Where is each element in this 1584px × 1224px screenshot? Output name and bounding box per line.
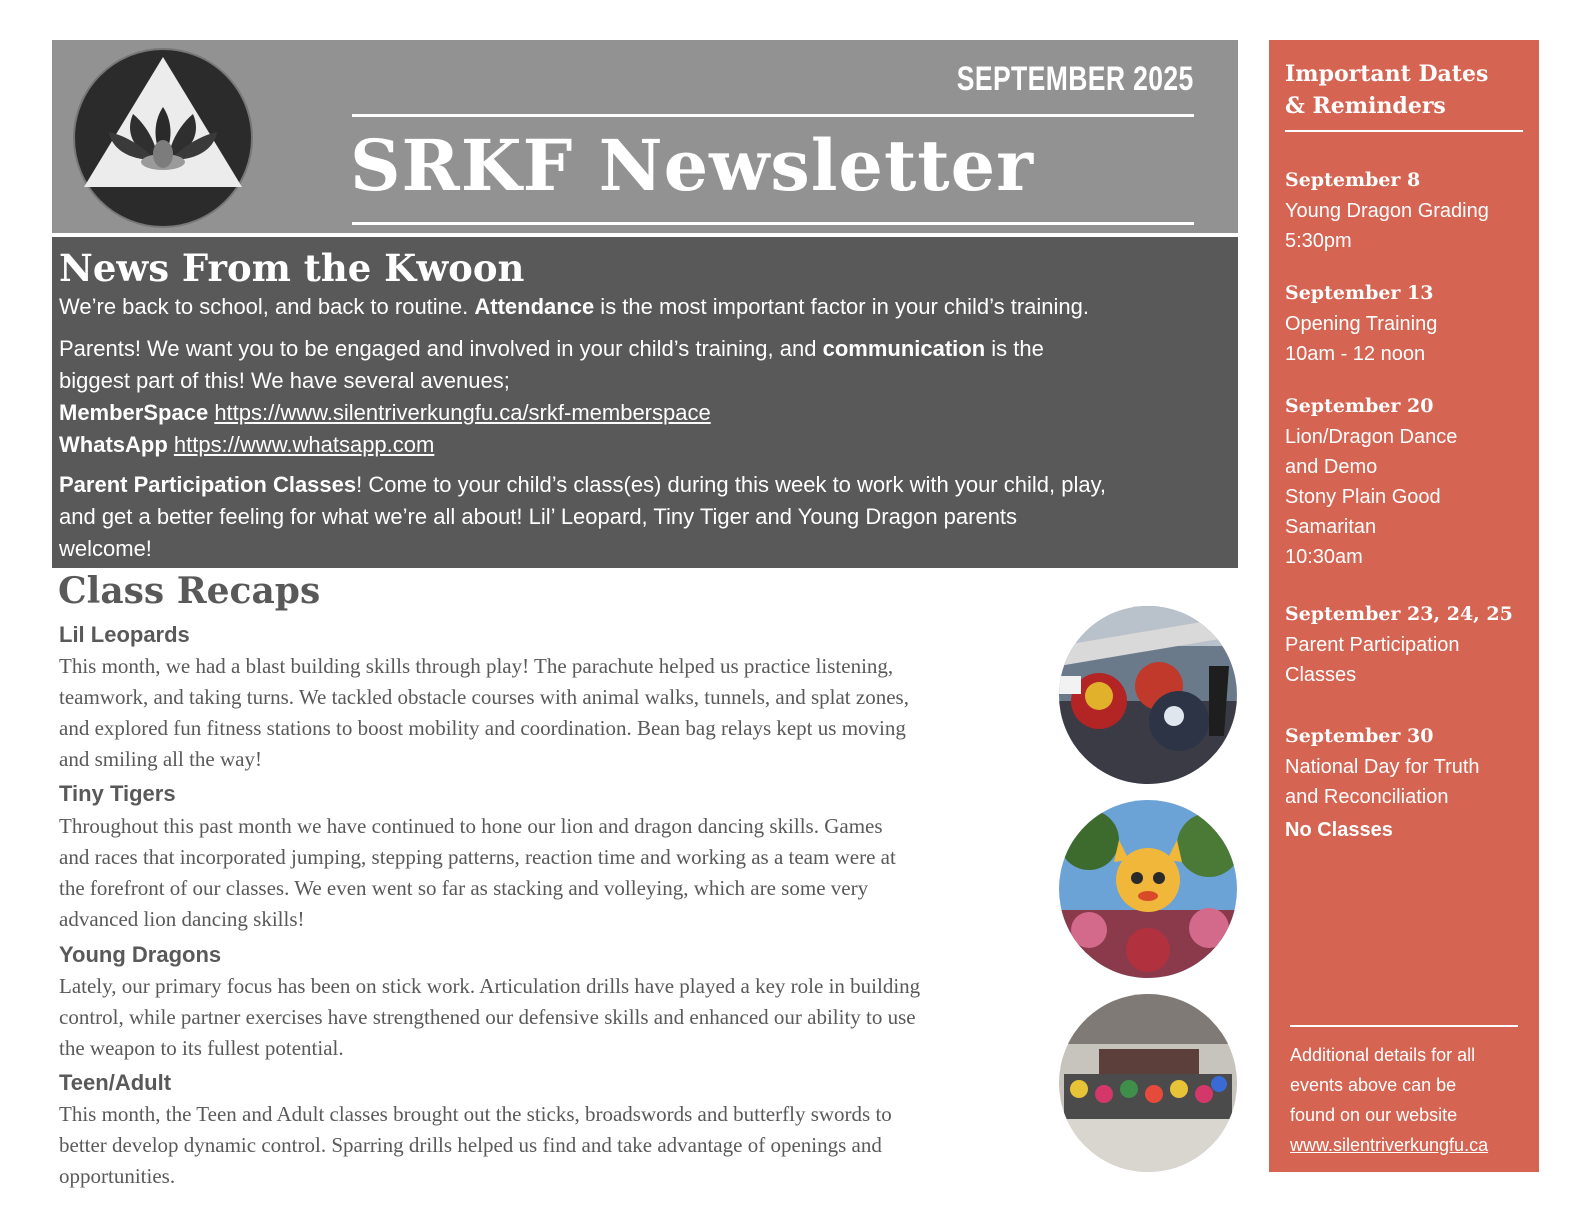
event-detail: 10am - 12 noon bbox=[1285, 343, 1426, 365]
website-link[interactable]: www.silentriverkungfu.ca bbox=[1290, 1135, 1489, 1155]
header-rule-top bbox=[352, 114, 1194, 117]
class-title-teen-adult: Teen/Adult bbox=[59, 1070, 172, 1095]
memberspace-link[interactable]: https://www.silentriverkungfu.ca/srkf-memberspace bbox=[214, 400, 711, 425]
whatsapp-link[interactable]: https://www.whatsapp.com bbox=[173, 432, 435, 457]
body-line: This month, we had a blast building skills through play! The parachute helped us practice listening, bbox=[59, 654, 894, 678]
news-heading: News From the Kwoon bbox=[59, 246, 525, 290]
memberspace-label: MemberSpace bbox=[59, 400, 209, 425]
no-classes-notice: No Classes bbox=[1285, 819, 1393, 841]
news-paragraph-participation-line3: welcome! bbox=[59, 536, 152, 561]
body-line: better develop dynamic control. Sparring drills helped us find and take advantage of openings and bbox=[59, 1133, 882, 1157]
body-line: and races that incorporated jumping, stepping patterns, reaction time and working as a team were at bbox=[59, 845, 896, 869]
event-detail: and Demo bbox=[1285, 456, 1378, 478]
group-photo bbox=[1059, 994, 1237, 1172]
event-detail: Young Dragon Grading bbox=[1285, 200, 1489, 222]
event-detail: Lion/Dragon Dance bbox=[1285, 426, 1458, 448]
whatsapp-label: WhatsApp bbox=[59, 432, 168, 457]
body-line: the weapon to its fullest potential. bbox=[59, 1036, 344, 1060]
news-section bbox=[52, 237, 1238, 568]
news-paragraph-communication-line2: biggest part of this! We have several avenues; bbox=[59, 368, 510, 393]
news-bold-text: Attendance bbox=[474, 294, 595, 319]
class-title-lil-leopards: Lil Leopards bbox=[59, 622, 190, 647]
event-detail: Stony Plain Good bbox=[1285, 486, 1441, 508]
event-date: September 30 bbox=[1285, 725, 1434, 747]
class-body-young-dragons bbox=[59, 971, 1044, 1064]
issue-month: SEPTEMBER 2025 bbox=[957, 60, 1194, 98]
body-line: teamwork, and taking turns. We tackled obstacle courses with animal walks, tunnels, and splat zones, bbox=[59, 685, 909, 709]
event-detail: Opening Training bbox=[1285, 313, 1438, 335]
sidebar-rule bbox=[1285, 130, 1523, 132]
class-title-young-dragons: Young Dragons bbox=[59, 942, 222, 967]
news-paragraph-attendance bbox=[59, 291, 1089, 323]
event-detail: Parent Participation bbox=[1285, 634, 1460, 656]
important-dates-sidebar bbox=[1269, 40, 1539, 1172]
event-detail: 5:30pm bbox=[1285, 230, 1352, 252]
body-line: and smiling all the way! bbox=[59, 747, 262, 771]
sidebar-heading-line: & Reminders bbox=[1285, 93, 1446, 119]
class-body-lil-leopards bbox=[59, 651, 1044, 775]
footer-text: found on our website bbox=[1290, 1105, 1458, 1125]
news-paragraph-participation-line2: and get a better feeling for what we’re all about! Lil’ Leopard, Tiny Tiger and Young Dragon parents bbox=[59, 504, 1018, 529]
body-line: advanced lion dancing skills! bbox=[59, 907, 305, 931]
lotus-triangle-logo bbox=[72, 47, 254, 229]
sidebar-heading-line: Important Dates bbox=[1285, 61, 1489, 87]
event-detail: Samaritan bbox=[1285, 516, 1377, 538]
class-recaps-heading: Class Recaps bbox=[58, 570, 321, 612]
event-date: September 8 bbox=[1285, 169, 1421, 191]
news-text: ! Come to your child’s class(es) during this week to work with your child, play, bbox=[356, 472, 1107, 497]
sidebar-footer-rule bbox=[1290, 1025, 1518, 1027]
class-body-tiny-tigers bbox=[59, 811, 1044, 935]
body-line: and explored fun fitness stations to boost mobility and coordination. Bean bag relays kept us moving bbox=[59, 716, 906, 740]
event-detail: National Day for Truth bbox=[1285, 756, 1480, 778]
event-date: September 13 bbox=[1285, 282, 1434, 304]
body-line: Lately, our primary focus has been on stick work. Articulation drills have played a key role in building bbox=[59, 974, 921, 998]
whatsapp-line bbox=[59, 429, 434, 461]
footer-link-line bbox=[1290, 1130, 1488, 1160]
news-text: is the bbox=[985, 336, 1044, 361]
body-line: Throughout this past month we have continued to hone our lion and dragon dancing skills. Games bbox=[59, 814, 883, 838]
body-line: control, while partner exercises have strengthened our defensive skills and enhanced our ability to use bbox=[59, 1005, 916, 1029]
news-text: Parents! We want you to be engaged and involved in your child’s training, and bbox=[59, 336, 823, 361]
footer-text: events above can be bbox=[1290, 1075, 1457, 1095]
footer-text: Additional details for all bbox=[1290, 1045, 1476, 1065]
news-text: is the most important factor in your child’s training. bbox=[594, 294, 1089, 319]
news-paragraph-participation bbox=[59, 469, 1106, 501]
event-detail: and Reconciliation bbox=[1285, 786, 1449, 808]
body-line: This month, the Teen and Adult classes brought out the sticks, broadswords and butterfly swords to bbox=[59, 1102, 892, 1126]
event-detail: Classes bbox=[1285, 664, 1357, 686]
event-date: September 20 bbox=[1285, 395, 1434, 417]
dragon-mascot-photo bbox=[1059, 800, 1237, 978]
class-title-tiny-tigers: Tiny Tigers bbox=[59, 781, 176, 806]
newsletter-title: SRKF Newsletter bbox=[350, 124, 1035, 207]
header-rule-bottom bbox=[352, 222, 1194, 225]
sidebar-heading bbox=[1285, 58, 1530, 122]
lion-dance-photo bbox=[1059, 606, 1237, 784]
news-text: We’re back to school, and back to routine. bbox=[59, 294, 475, 319]
news-bold-text: communication bbox=[822, 336, 986, 361]
body-line: the forefront of our classes. We even went so far as stacking and volleying, which are some very bbox=[59, 876, 869, 900]
body-line: opportunities. bbox=[59, 1164, 176, 1188]
news-paragraph-communication bbox=[59, 333, 1044, 365]
event-date: September 23, 24, 25 bbox=[1285, 603, 1513, 625]
news-bold-text: Parent Participation Classes bbox=[59, 472, 357, 497]
newsletter-header bbox=[52, 40, 1238, 233]
memberspace-line bbox=[59, 397, 711, 429]
event-detail: 10:30am bbox=[1285, 546, 1363, 568]
class-body-teen-adult bbox=[59, 1099, 1044, 1192]
